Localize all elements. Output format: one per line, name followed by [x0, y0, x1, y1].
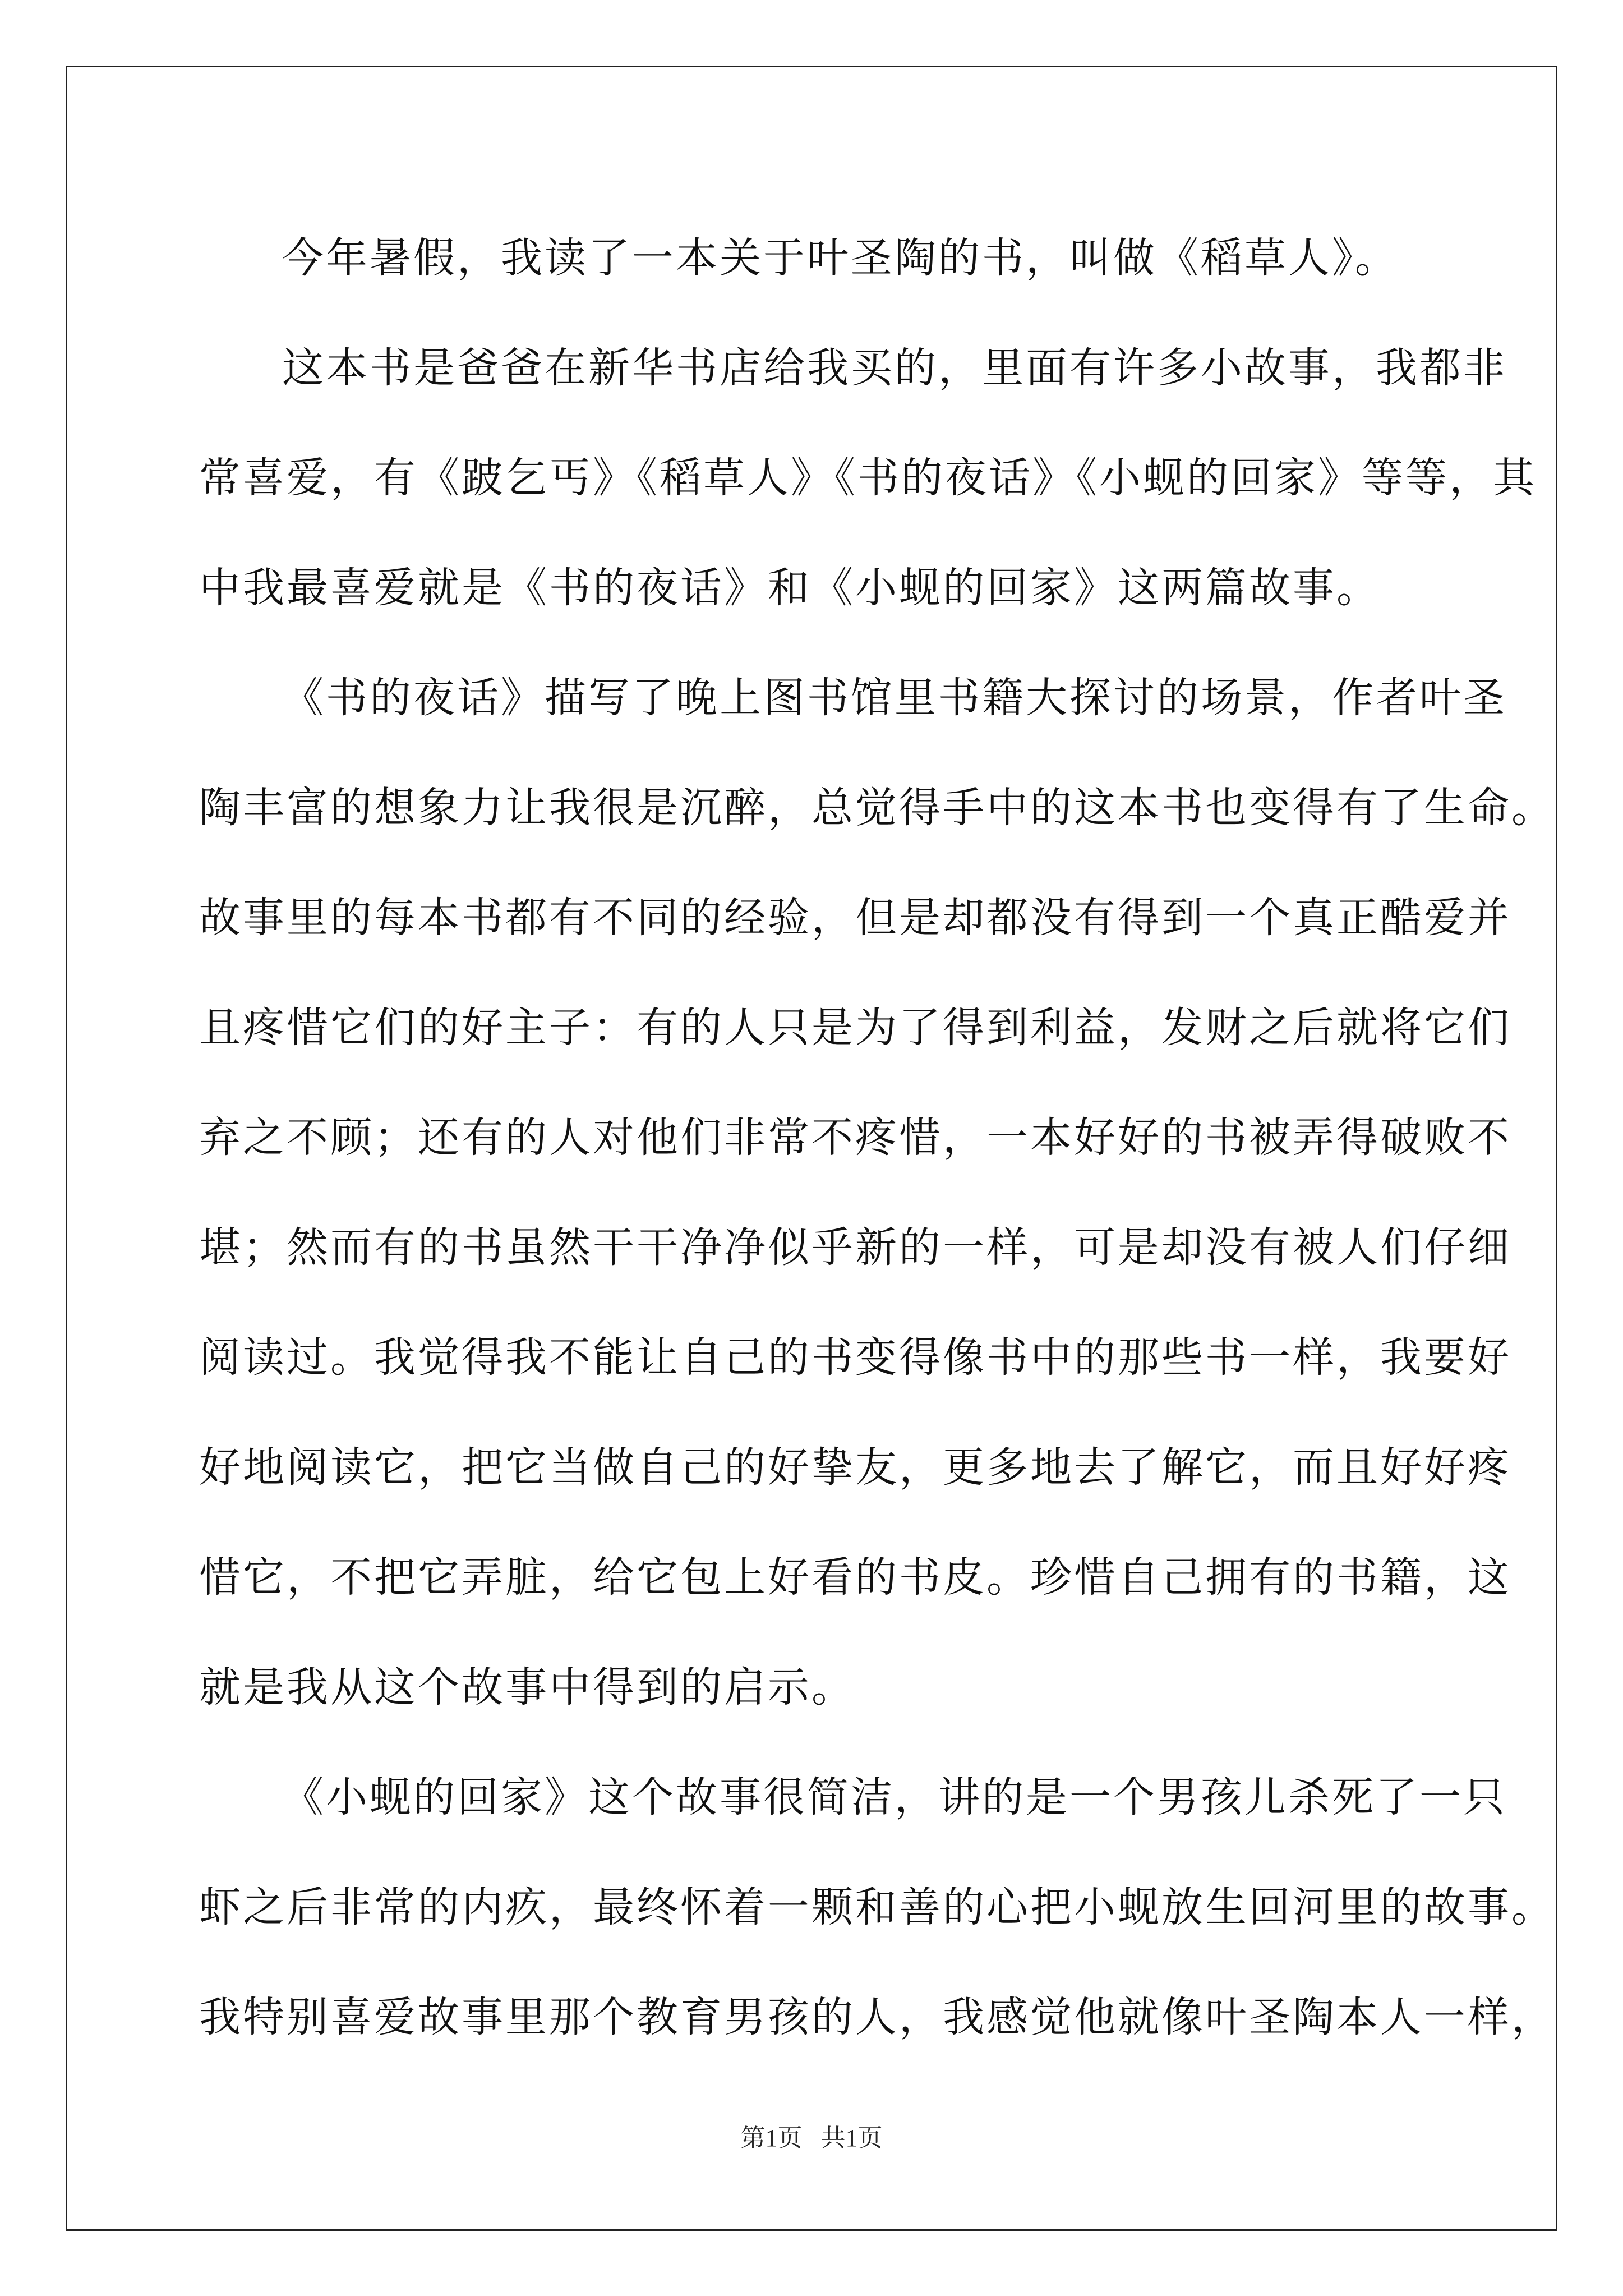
paragraph-line: 惜它，不把它弄脏，给它包上好看的书皮。珍惜自己拥有的书籍，这: [199, 1553, 1511, 1602]
paragraph-line: 故事里的每本书都有不同的经验，但是却都没有得到一个真正酷爱并: [199, 894, 1511, 942]
paragraph-line: 且疼惜它们的好主子：有的人只是为了得到利益，发财之后就将它们: [199, 1004, 1511, 1052]
paragraph-line: 今年暑假，我读了一本关于叶圣陶的书，叫做《稻草人》。: [282, 234, 1399, 282]
paragraph-line: 弃之不顾；还有的人对他们非常不疼惜，一本好好的书被弄得破败不: [199, 1114, 1511, 1162]
paragraph-line: 中我最喜爱就是《书的夜话》和《小蚬的回家》这两篇故事。: [199, 564, 1380, 612]
paragraph-line: 《小蚬的回家》这个故事很简洁，讲的是一个男孩儿杀死了一只: [282, 1773, 1507, 1821]
paragraph-line: 《书的夜话》描写了晚上图书馆里书籍大探讨的场景，作者叶圣: [282, 674, 1507, 722]
paragraph-line: 堪；然而有的书虽然干干净净似乎新的一样，可是却没有被人们仔细: [199, 1223, 1511, 1272]
paragraph-line: 阅读过。我觉得我不能让自己的书变得像书中的那些书一样，我要好: [199, 1333, 1511, 1382]
paragraph-line: 好地阅读它，把它当做自己的好挚友，更多地去了解它，而且好好疼: [199, 1443, 1511, 1492]
paragraph-line: 就是我从这个故事中得到的启示。: [199, 1663, 855, 1711]
paragraph-line: 常喜爱，有《跛乞丐》《稻草人》《书的夜话》《小蚬的回家》等等，其: [199, 454, 1537, 502]
document-body: [199, 203, 1555, 2072]
paragraph-line: 这本书是爸爸在新华书店给我买的，里面有许多小故事，我都非: [282, 344, 1507, 392]
paragraph-line: 虾之后非常的内疚，最终怀着一颗和善的心把小蚬放生回河里的故事。: [199, 1883, 1555, 1931]
paragraph-line: 陶丰富的想象力让我很是沉醉，总觉得手中的这本书也变得有了生命。: [199, 784, 1555, 832]
paragraph-line: 我特别喜爱故事里那个教育男孩的人，我感觉他就像叶圣陶本人一样，: [199, 1993, 1555, 2041]
page-number-footer: 第1页 共1页: [740, 2124, 883, 2152]
